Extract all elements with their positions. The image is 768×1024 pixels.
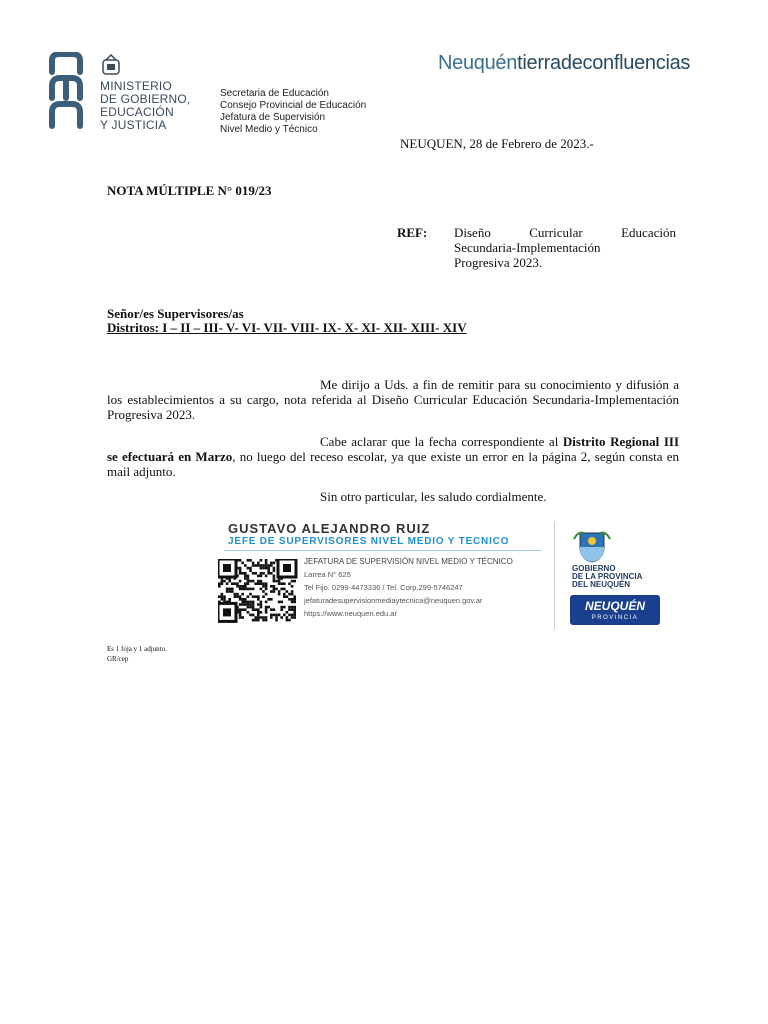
date-line: NEUQUEN, 28 de Febrero de 2023.- xyxy=(400,136,594,151)
signature-divider xyxy=(224,550,542,551)
ref-text: Diseño Curricular Educación Secundaria-Implementación Progresiva 2023. xyxy=(454,225,676,270)
districts-line: Distritos: I – II – III- V- VI- VII- VIII- IX- X- XI- XII- XIII- XIV xyxy=(107,320,467,335)
brand-slogan: Neuquéntierradeconfluencias xyxy=(438,52,691,74)
ministry-crest-icon xyxy=(100,54,122,76)
paragraph-3: Sin otro particular, les saludo cordialmente. xyxy=(320,489,547,504)
signer-name: GUSTAVO ALEJANDRO RUIZ xyxy=(228,521,431,536)
province-shield-icon xyxy=(572,529,612,563)
signer-role: JEFE DE SUPERVISORES NIVEL MEDIO Y TECNICO xyxy=(228,536,510,547)
footnote: Es 1 foja y 1 adjunto. GR/cep xyxy=(107,645,167,663)
province-government-label: GOBIERNO DE LA PROVINCIA DEL NEUQUÉN xyxy=(572,564,643,589)
paragraph-1: Me dirijo a Uds. a fin de remitir para su conocimiento y difusión a los establecimientos a su cargo, nota referida al Diseño Curricular Educación Secundaria-Implementación Progresiva 2023. xyxy=(107,377,679,422)
signature-separator xyxy=(554,521,555,629)
paragraph-2: Cabe aclarar que la fecha correspondiente al Distrito Regional III se efectuará en Marzo, no luego del receso escolar, ya que existe un error en la página 2, según consta en mail adjunto. xyxy=(107,434,679,479)
ministry-name: MINISTERIO DE GOBIERNO, EDUCACIÓN Y JUSTICIA xyxy=(100,79,191,132)
qr-code-icon xyxy=(218,559,298,623)
secretaria-block: Secretaria de Educación Consejo Provincial de Educación Jefatura de Supervisión Nivel Medio y Técnico xyxy=(220,88,367,135)
nota-title: NOTA MÚLTIPLE N° 019/23 xyxy=(107,183,272,198)
ref-label: REF: xyxy=(397,225,428,240)
signature-block xyxy=(216,519,676,631)
addressee: Señor/es Supervisores/as xyxy=(107,306,244,321)
neuquen-province-badge: NEUQUÉN PROVINCIA xyxy=(570,595,660,625)
neu-logo xyxy=(46,52,86,130)
signature-contact: JEFATURA DE SUPERVISIÓN NIVEL MEDIO Y TÉCNICO Larrea N° 625 Tel Fijo. 0299-4473336 / Tel. Corp.299-5746247 jefaturadesupervisionmediaytecnica@neuquen.gov.ar https://www.neuquen.edu.ar xyxy=(304,557,513,618)
